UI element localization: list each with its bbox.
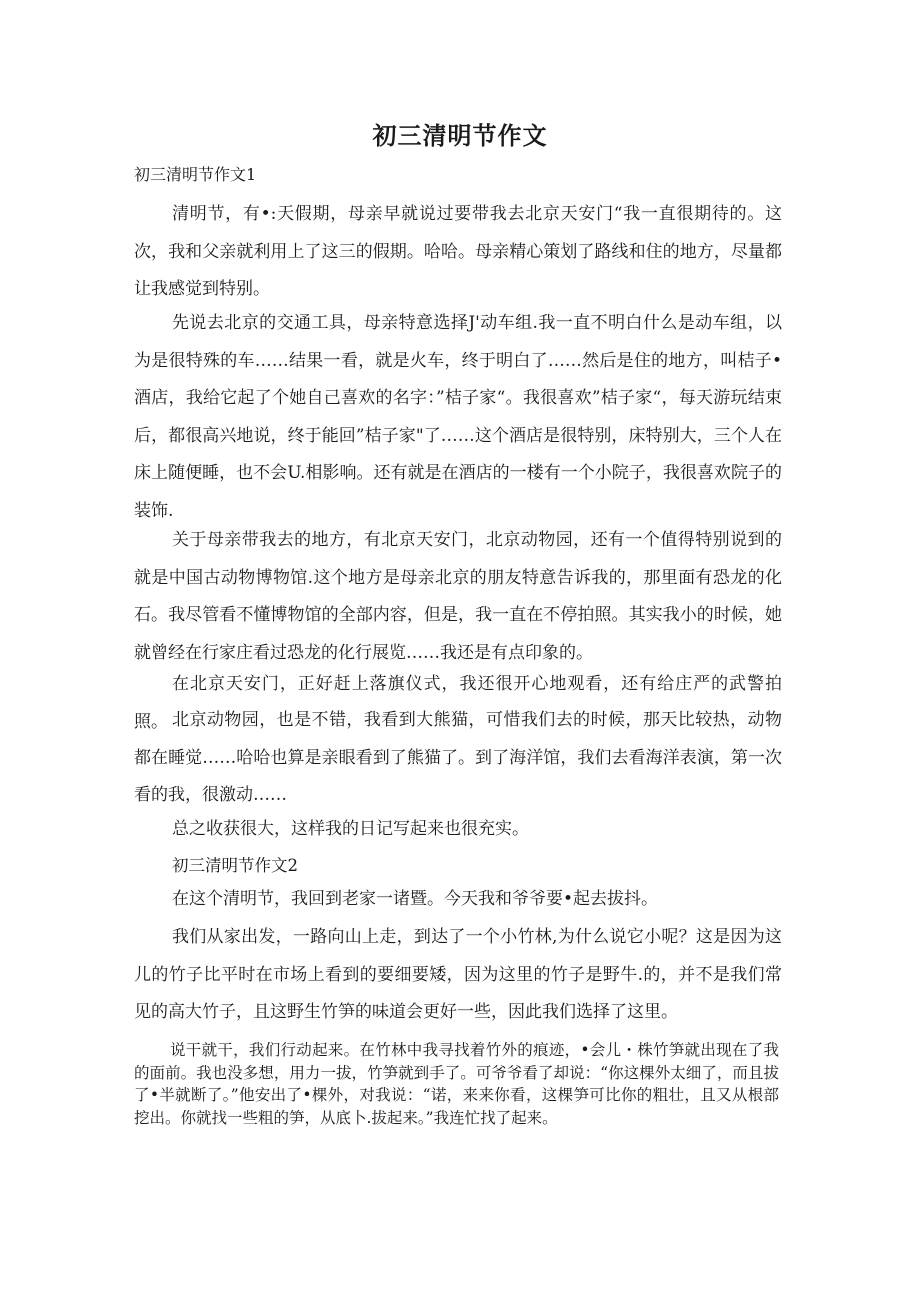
essay-2-paragraph-2: 我们从家出发，一路向山上走，到达了一个小竹林,为什么说它小呢？这是因为这儿的竹子比平时在市场上看到的要细要矮，因为这里的竹子是野牛.的，并不是我们常见的高大竹子，且这野生竹笋的味道会更好一些，因此我们选择了这里。 xyxy=(134,927,782,1022)
essay-1-paragraph-6: 总之收获很大，这样我的日记写起来也很充实。 xyxy=(172,819,529,839)
essay-1-paragraph-4: 在北京天安门，正好赶上落旗仪式，我还很开心地观看，还有给庄严的武警拍照。 xyxy=(134,674,782,732)
essay-2-paragraph-1: 在这个清明节，我回到老家一诸暨。今天我和爷爷要•起去拔抖。 xyxy=(172,889,659,909)
essay-1-heading: 初三清明节作文1 xyxy=(134,165,257,184)
essay-1-paragraph-5: 北京动物园，也是不错，我看到大熊猫，可惜我们去的时候，那天比较热，动物都在睡觉……哈哈也算是亲眼看到了熊猫了。到了海洋馆，我们去看海洋表演，第一次看的我，很激动…… xyxy=(134,710,782,805)
essay-1-paragraph-3: 关于母亲带我去的地方，有北京天安门，北京动物园，还有一个值得特别说到的就是中国古动物博物馆.这个地方是母亲北京的朋友特意告诉我的，那里面有恐龙的化石。我尽管看不懂博物馆的全部内容，但是，我一直在不停拍照。其实我小的时候，她就曾经在行家庄看过恐龙的化行展览……我还是有点印象的。 xyxy=(134,530,782,663)
document-title: 初三清明节作文 xyxy=(372,122,548,150)
essay-2-heading: 初三清明节作文2 xyxy=(172,856,298,875)
essay-2-paragraph-3: 说干就干，我们行动起来。在竹林中我寻找着竹外的痕迹，•会儿・株竹笋就出现在了我的面前。我也没多想，用力一拔，竹笋就到手了。可爷爷看了却说：“你这棵外太细了，而且拔了•半就断了。”他安出了•棵外，对我说：“诺，来来你看，这棵笋可比你的粗壮，且又从根部挖出。你就找一些粗的笋，从底卜.拔起来。”我连忙找了起来。 xyxy=(134,1041,779,1127)
essay-1-paragraph-2: 先说去北京的交通工具，母亲特意选择J'动车组.我一直不明白什么是动车组，以为是很特殊的车……结果一看，就是火车，终于明白了……然后是住的地方，叫桔子•酒店，我给它起了个她自己喜欢的名字：”桔子家“。我很喜欢”桔子家“，每天游玩结束后，都很高兴地说，终于能回”桔子家"了……这个酒店是很特别，床特别大，三个人在床上随便睡，也不会U.相影响。还有就是在酒店的一楼有一个小院子，我很喜欢院子的装饰. xyxy=(134,313,782,521)
essay-1-paragraph-1: 清明节，有•:天假期，母亲早就说过要带我去北京天安门“我一直很期待的。这次，我和父亲就利用上了这三的假期。哈哈。母亲精心策划了路线和住的地方，尽量都让我感觉到特别。 xyxy=(134,204,782,299)
